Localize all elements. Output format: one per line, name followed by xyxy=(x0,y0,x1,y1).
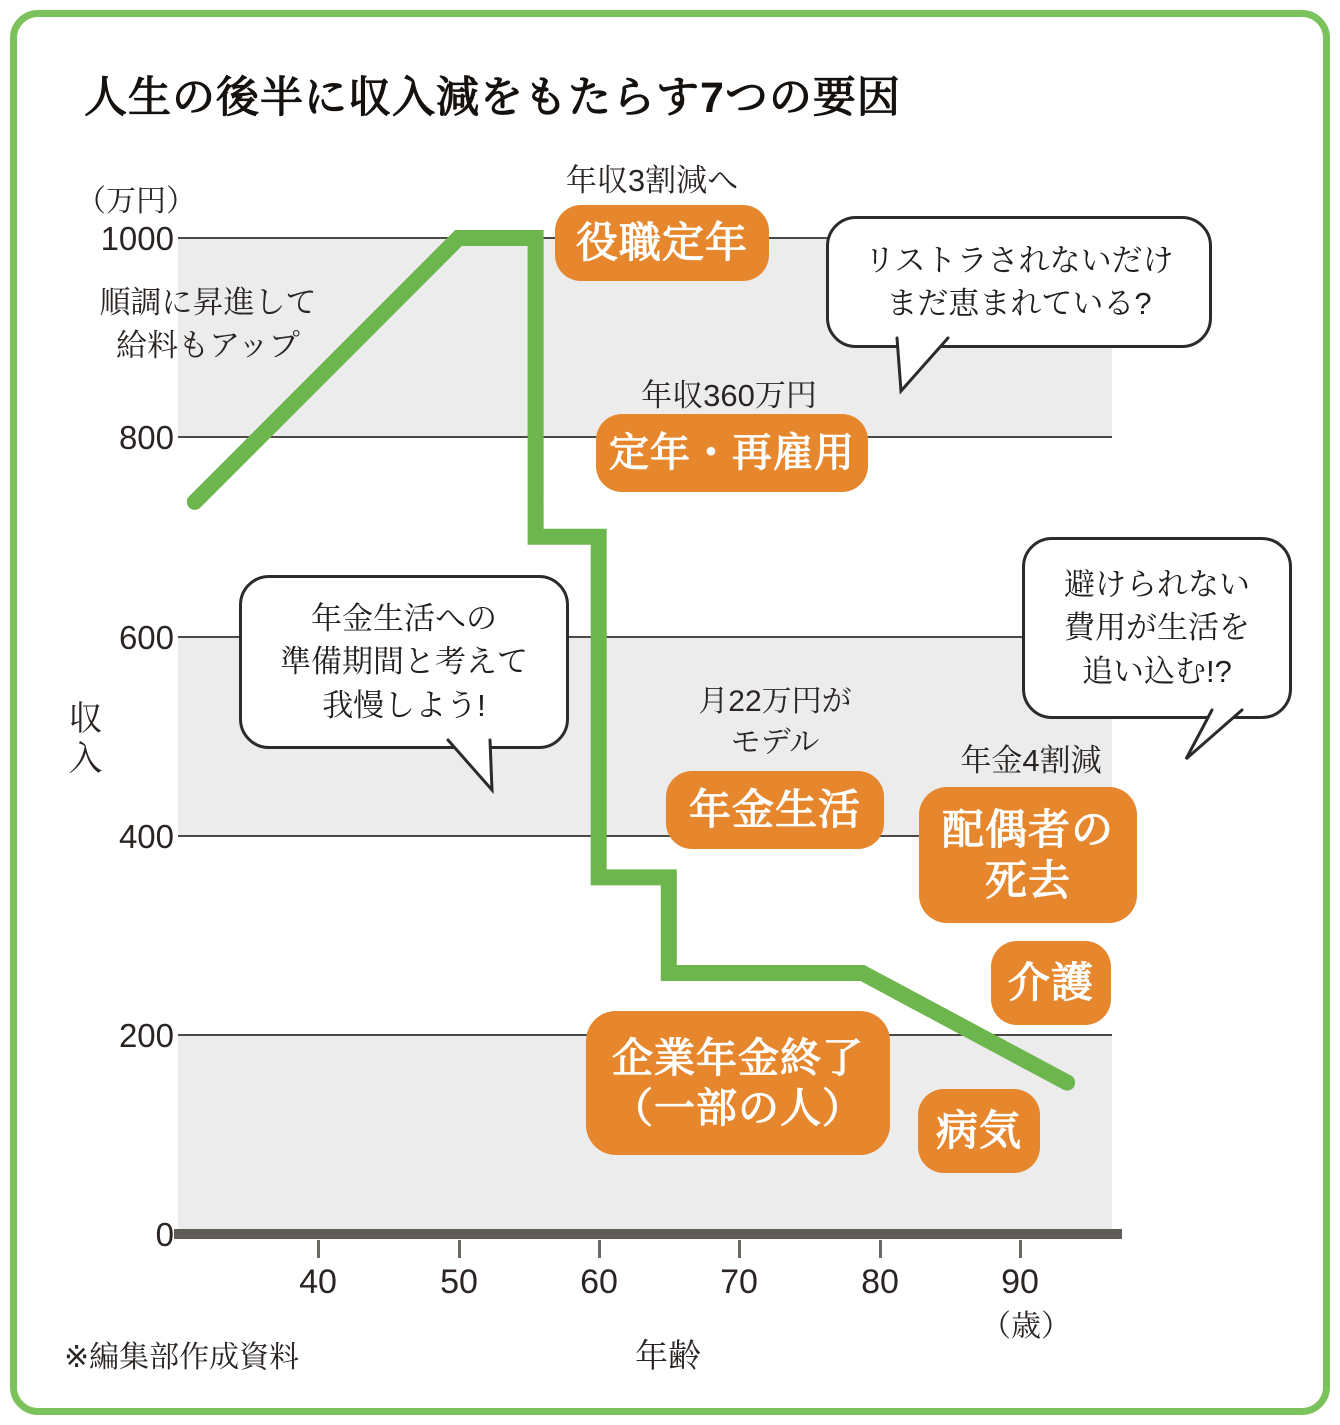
badge-nursing-care: 介護 xyxy=(991,941,1111,1025)
speech-bubble-unavoidable-costs: 避けられない 費用が生活を 追い込む!? xyxy=(1022,537,1292,719)
badge-corporate-pension-end: 企業年金終了 （一部の人） xyxy=(586,1011,890,1155)
x-tick-50 xyxy=(458,1240,461,1258)
badge-illness: 病気 xyxy=(918,1089,1040,1173)
annotation-income-30pct-cut: 年収3割減へ xyxy=(565,163,739,198)
x-axis-title: 年齢 xyxy=(635,1337,701,1374)
badge-spouse-death: 配偶者の 死去 xyxy=(919,787,1137,923)
annotation-monthly-22man: 月22万円が モデル xyxy=(698,685,852,760)
source-footnote: ※編集部作成資料 xyxy=(64,1341,300,1374)
speech-bubble-restructure: リストラされないだけ まだ恵まれている? xyxy=(826,216,1212,348)
badge-managerial-retirement: 役職定年 xyxy=(555,205,769,281)
annotation-income-360: 年収360万円 xyxy=(641,378,817,413)
x-label-80: 80 xyxy=(861,1263,899,1301)
y-axis-unit-label: （万円） xyxy=(76,185,196,218)
y-label-800: 800 xyxy=(118,419,174,456)
x-label-70: 70 xyxy=(720,1263,758,1301)
badge-pension-life: 年金生活 xyxy=(666,771,884,849)
badge-retirement-reemployment: 定年・再雇用 xyxy=(596,414,868,492)
y-label-200: 200 xyxy=(118,1017,174,1054)
x-axis-line xyxy=(174,1229,1122,1239)
x-label-90: 90 xyxy=(1001,1263,1039,1301)
page-title: 人生の後半に収入減をもたらす7つの要因 xyxy=(84,74,901,122)
annotation-promotion: 順調に昇進して 給料もアップ xyxy=(99,285,317,363)
annotation-pension-40pct-cut: 年金4割減 xyxy=(960,743,1102,778)
x-tick-60 xyxy=(598,1240,601,1258)
y-label-600: 600 xyxy=(118,619,174,656)
y-label-1000: 1000 xyxy=(100,220,174,257)
x-tick-70 xyxy=(738,1240,741,1258)
y-axis-title: 収入 xyxy=(63,700,101,780)
x-label-60: 60 xyxy=(580,1263,618,1301)
speech-bubble-endure: 年金生活への 準備期間と考えて 我慢しよう! xyxy=(239,575,569,749)
x-tick-40 xyxy=(317,1240,320,1258)
x-axis-unit-label: （歳） xyxy=(981,1310,1071,1343)
x-tick-90 xyxy=(1019,1240,1022,1258)
y-label-0: 0 xyxy=(155,1216,174,1253)
x-label-40: 40 xyxy=(299,1263,337,1301)
x-tick-80 xyxy=(879,1240,882,1258)
y-label-400: 400 xyxy=(118,818,174,855)
x-label-50: 50 xyxy=(440,1263,478,1301)
